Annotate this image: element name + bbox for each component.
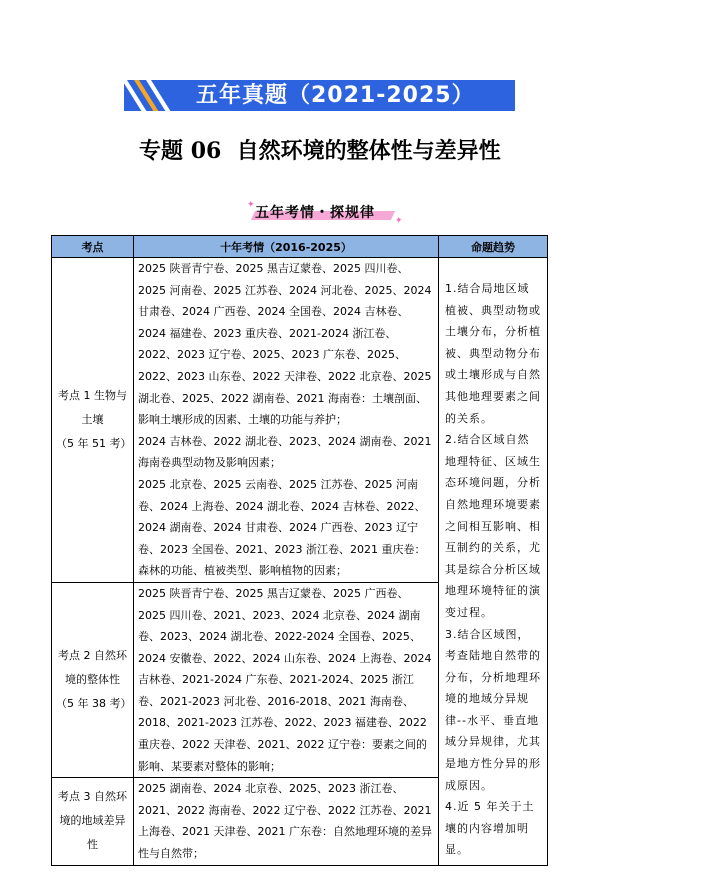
topic-cell xyxy=(52,582,134,777)
topic-line: 性 xyxy=(87,838,98,852)
section-heading xyxy=(245,200,405,224)
title-prefix: 专题 xyxy=(139,139,184,164)
exam-analysis-table xyxy=(51,235,548,866)
topic-line: 考点 2 自然环 xyxy=(58,649,127,663)
topic-cell xyxy=(52,778,134,865)
years-paragraph: 2024 吉林卷、2022 湖北卷、2023、2024 湖南卷、2021 海南卷典型动物及影响因素； xyxy=(138,434,432,470)
years-cell xyxy=(134,582,439,777)
title-main: 自然环境的整体性与差异性 xyxy=(236,139,501,164)
topic-line: 考点 1 生物与 xyxy=(58,388,127,402)
trend-cell xyxy=(439,258,548,866)
topic-line: 土壤 xyxy=(81,412,104,426)
topic-cell xyxy=(52,258,134,583)
table-header-row xyxy=(52,236,548,258)
trend-item: 2.结合区域自然地理特征、区域生态环境问题，分析自然地理环境要素之间相互影响、相互制约的关系，尤其是综合分析区域地理环境特征的演变过程。 xyxy=(445,433,541,619)
years-paragraph: 2025 北京卷、2025 云南卷、2025 江苏卷、2025 河南卷、2024 上海卷、2024 湖北卷、2024 吉林卷、2022、2024 湖南卷、2024 甘肃卷、2024 广西卷、2023 辽宁卷、2023 全国卷、2021、2023 浙江卷、2021 重庆卷：森林的功能、植被类型、影响植物的因素； xyxy=(138,477,426,578)
title-number: 06 xyxy=(190,138,222,164)
sparkle-icon: ✦ xyxy=(395,216,403,226)
section-heading-label: 五年考情・探规律 xyxy=(255,205,375,221)
column-header-topic: 考点 xyxy=(52,236,134,258)
title-banner xyxy=(124,80,515,111)
years-paragraph: 2025 陕晋青宁卷、2025 黑吉辽蒙卷、2025 广西卷、2025 四川卷、2021、2023、2024 北京卷、2024 湖南卷、2023、2024 湖北卷、2022-2024 全国卷、2025、2024 安徽卷、2022、2024 山东卷、2024 上海卷、2024 吉林卷、2021-2024 广东卷、2021-2024、2025 浙江卷、2021-2023 河北卷、2016-2018、2021 海南卷、2018、2021-2023 江苏卷、2022、2023 福建卷、2022 重庆卷、2022 天津卷、2021、2022 辽宁卷：要素之间的影响、某要素对整体的影响； xyxy=(138,586,432,773)
page-title xyxy=(139,134,501,165)
years-cell xyxy=(134,778,439,865)
column-header-years: 十年考情（2016-2025） xyxy=(134,236,439,258)
years-cell xyxy=(134,258,439,583)
sparkle-icon: ✦ xyxy=(247,200,255,210)
years-paragraph: 2025 湖南卷、2024 北京卷、2025、2023 浙江卷、2021、2022 海南卷、2022 辽宁卷、2022 江苏卷、2021 上海卷、2021 天津卷、2021 广东卷：自然地理环境的差异性与自然带； xyxy=(138,782,432,861)
topic-line: 境的地域差异 xyxy=(59,814,126,828)
table-row xyxy=(52,258,548,583)
banner-title: 五年真题（2021-2025） xyxy=(196,83,475,108)
trend-item: 1.结合局地区域植被、典型动物或土壤分布，分析植被、典型动物分布或土壤形成与自然其他地理要素之间的关系。 xyxy=(445,282,541,425)
topic-line: 境的整体性 xyxy=(65,673,120,687)
topic-line: 考点 3 自然环 xyxy=(58,790,127,804)
trend-item: 3.结合区域图，考查陆地自然带的分布，分析地理环境的地域分异规律--水平、垂直地域分异规律，尤其是地方性分异的形成原因。 xyxy=(445,627,541,792)
column-header-trend: 命题趋势 xyxy=(439,236,548,258)
topic-line: （5 年 38 考） xyxy=(56,697,132,711)
years-paragraph: 2025 陕晋青宁卷、2025 黑吉辽蒙卷、2025 四川卷、2025 河南卷、2025 江苏卷、2024 河北卷、2025、2024 甘肃卷、2024 广西卷、2024 全国卷、2024 吉林卷、2024 福建卷、2023 重庆卷、2021-2024 浙江卷、2022、2023 辽宁卷、2025、2023 广东卷、2025、2022、2023 山东卷、2022 天津卷、2022 北京卷、2025 湖北卷、2025、2022 湖南卷、2021 海南卷：土壤剖面、影响土壤形成的因素、土壤的功能与养护； xyxy=(138,262,432,427)
topic-line: （5 年 51 考） xyxy=(56,436,132,450)
trend-item: 4.近 5 年关于土壤的内容增加明显。 xyxy=(445,800,535,857)
